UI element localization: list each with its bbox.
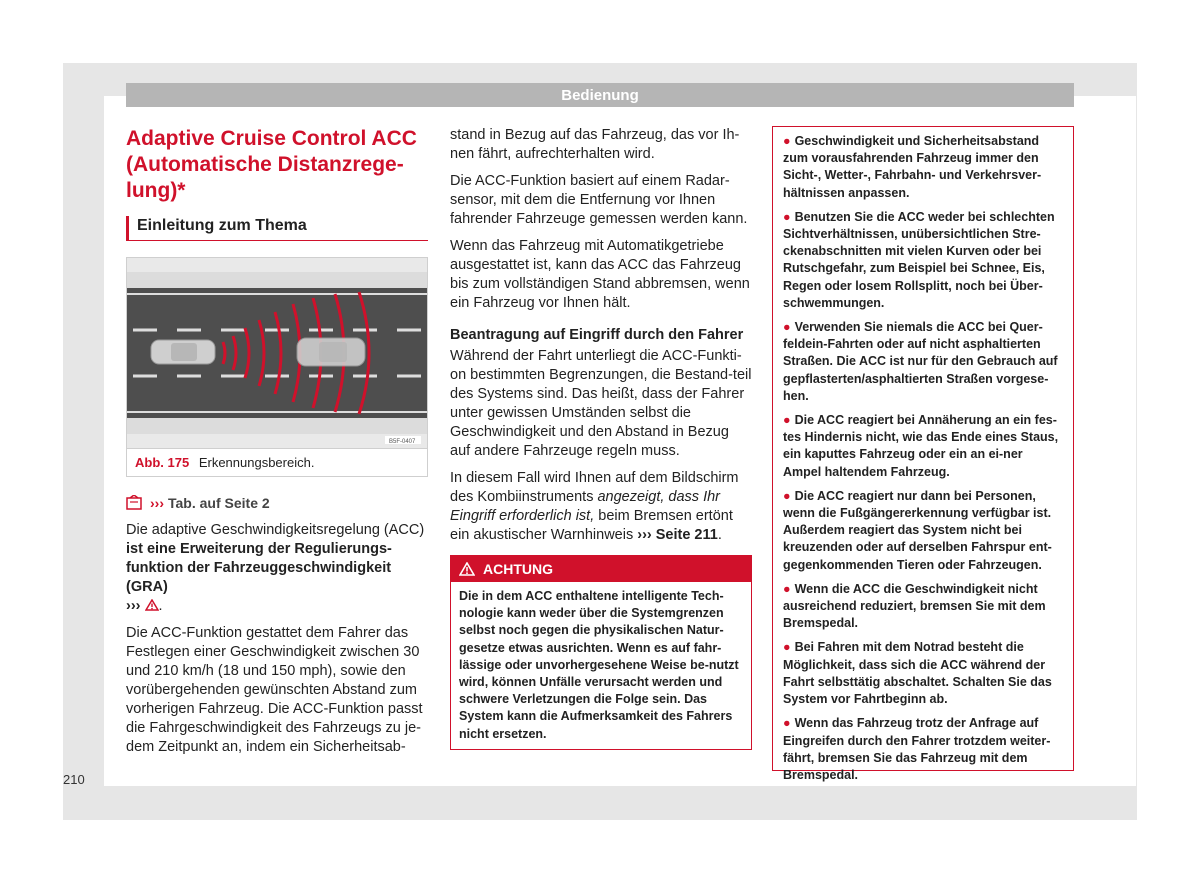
- p5-italic-text: angezeigt, dass Ihr Eingriff erforderlich ist,: [450, 489, 721, 524]
- section-header: Bedienung: [126, 83, 1074, 107]
- warning-title: ACHTUNG: [483, 561, 553, 577]
- arrow-icon: ›››: [126, 598, 141, 614]
- page-211-link[interactable]: ››› Seite 211: [637, 527, 718, 543]
- warning-text: Die in dem ACC enthaltene intelligente Tech-nologie kann weder über die Systemgrenzen selbst noch gegen die physikalischen Natur-gesetze etwas ausrichten. Wenn es auf fahr-lässige oder unvorhergesehene Weise be-nutzt wird, können Unfälle verursacht werden und schwere Verletzungen die Folge sein. Das System kann die Aufmerksamkeit des Fahrers nicht ersetzen.: [459, 589, 739, 741]
- p5-text: In diesem Fall wird Ihnen auf dem Bildschirm des Kombiinstruments: [450, 470, 739, 505]
- warning-item-text: Verwenden Sie niemals die ACC bei Quer-feldein-Fahrten oder auf nicht asphaltierten Straßen. Die ACC ist nur für den Gebrauch auf gepflasterten/asphaltierten Straßen vorgese-hen.: [783, 320, 1058, 403]
- road-illustration: [127, 258, 427, 448]
- paragraph-1: stand in Bezug auf das Fahrzeug, das vor Ih-nen fährt, aufrechterhalten wird.: [450, 127, 740, 162]
- figure-code: B5F-0407: [389, 439, 416, 445]
- p5-text-post: beim Bremsen ertönt ein akustischer Warnhinweis: [450, 508, 733, 543]
- intro-bold-text: ist eine Erweiterung der Regulierungs-funktion der Fahrzeuggeschwindigkeit (GRA): [126, 541, 392, 595]
- warning-item: [783, 412, 1063, 481]
- bullet-icon: ●: [783, 716, 791, 731]
- figure-caption: [127, 448, 427, 476]
- paragraph-3: Wenn das Fahrzeug mit Automatikgetriebe ausgestattet ist, kann das ACC das Fahrzeug bis zum vollständigen Stand abbremsen, wenn ein Fahrzeug vor Ihnen hält.: [450, 238, 750, 311]
- warning-list-box: [772, 126, 1074, 782]
- warning-item: [783, 133, 1063, 202]
- column-middle: [450, 126, 752, 750]
- bullet-icon: ●: [783, 413, 791, 428]
- bullet-icon: ●: [783, 320, 791, 335]
- section-subtitle: Einleitung zum Thema: [126, 216, 428, 241]
- subheading-driver-intervention: Beantragung auf Eingriff durch den Fahrer: [450, 327, 744, 343]
- tab-reference-text: Tab. auf Seite 2: [168, 495, 270, 511]
- warning-item: [783, 581, 1063, 633]
- page-title: [126, 126, 428, 204]
- tab-reference[interactable]: [126, 495, 428, 511]
- paragraph-5: In diesem Fall wird Ihnen auf dem Bildschirm des Kombiinstruments angezeigt, dass Ihr Eingriff erforderlich ist, beim Bremsen ertönt ein akustischer Warnhinweis ››› Seite 211.: [450, 470, 739, 543]
- arrow-icon: ›››: [150, 495, 164, 511]
- intro-paragraph: Die adaptive Geschwindigkeitsregelung (ACC) ist eine Erweiterung der Regulierungs-funktion der Fahrzeuggeschwindigkeit (GRA) ››› .: [126, 522, 425, 614]
- figure-number: Abb. 175: [135, 455, 190, 470]
- warning-item: [783, 319, 1063, 405]
- warning-item-text: Wenn das Fahrzeug trotz der Anfrage auf Eingreifen durch den Fahrer trotzdem weiter-fährt, bremsen Sie das Fahrzeug mit dem Bremspedal.: [783, 716, 1051, 782]
- book-icon: [126, 495, 146, 511]
- warning-item: [783, 209, 1063, 312]
- warning-triangle-icon: [459, 562, 475, 576]
- warning-item-text: Wenn die ACC die Geschwindigkeit nicht ausreichend reduziert, bremsen Sie mit dem Bremspedal.: [783, 581, 1046, 631]
- page-number: 210: [63, 772, 85, 787]
- warning-item: [783, 488, 1063, 574]
- column-left: [126, 126, 428, 757]
- acc-function-paragraph: Die ACC-Funktion gestattet dem Fahrer das Festlegen einer Geschwindigkeit zwischen 30 und 210 km/h (18 und 150 mph), sowie den vorübergehenden gewünschten Abstand zum vorherigen Fahrzeug. Die ACC-Funktion passt die Fahrgeschwindigkeit des Fahrzeugs zu je-dem Zeitpunkt an, indem ein Sicherheitsab-: [126, 625, 423, 755]
- bullet-icon: ●: [783, 640, 791, 655]
- warning-item-text: Die ACC reagiert bei Annäherung an ein fes-tes Hindernis nicht, wie das Ende eines Staus, ein kaputtes Fahrzeug oder ein an ei-ner Ampel haltendem Fahrzeug.: [783, 413, 1059, 479]
- paragraph-4: Während der Fahrt unterliegt die ACC-Funkti-on bestimmten Begrenzungen, die Bestand-teil des Systems sind. Das heißt, dass der Fahrer unter gewissen Umständen selbst die Geschwindigkeit und den Abstand in Bezug auf andere Fahrzeuge regeln muss.: [450, 348, 752, 459]
- title-line-2: (Automatische Distanzrege-: [126, 153, 404, 176]
- figure-caption-text: Erkennungsbereich.: [198, 455, 315, 470]
- warning-item-text: Die ACC reagiert nur dann bei Personen, wenn die Fußgängererkennung verfügbar ist. Außerdem reagiert das System nicht bei kreuzenden oder auf derselben Fahrspur ent-gegenkommenden Tieren oder Fahrzeugen.: [783, 488, 1052, 572]
- column-right: [772, 126, 1074, 782]
- title-line-1: Adaptive Cruise Control ACC: [126, 127, 417, 150]
- bullet-icon: ●: [783, 581, 791, 596]
- paragraph-2: Die ACC-Funktion basiert auf einem Radar-sensor, mit dem die Entfernung vor Ihnen fahrender Fahrzeuge gemessen werden kann.: [450, 173, 748, 227]
- bullet-icon: ●: [783, 488, 791, 503]
- bullet-icon: ●: [783, 209, 791, 224]
- figure-acc-detection: [126, 257, 428, 477]
- warning-item-text: Geschwindigkeit und Sicherheitsabstand zum vorausfahrenden Fahrzeug immer den Sicht-, Wetter-, Fahrbahn- und Verkehrsver-hältnissen anpassen.: [783, 134, 1042, 200]
- warning-header: [451, 556, 751, 582]
- title-line-3: lung)*: [126, 179, 186, 202]
- warning-triangle-icon[interactable]: [145, 599, 159, 611]
- bullet-icon: ●: [783, 134, 791, 148]
- warning-item: [783, 715, 1063, 784]
- intro-text: Die adaptive Geschwindigkeitsregelung (ACC): [126, 522, 425, 538]
- warning-item: [783, 639, 1063, 708]
- warning-box: [450, 555, 752, 750]
- warning-item-text: Bei Fahren mit dem Notrad besteht die Möglichkeit, dass sich die ACC während der Fahrt selbsttätig abschaltet. Schalten Sie das System vor Fahrtbeginn ab.: [783, 640, 1052, 707]
- warning-item-text: Benutzen Sie die ACC weder bei schlechten Sichtverhältnissen, unübersichtlichen Stre-ckenabschnitten mit vielen Kurven oder bei Rutschgefahr, zum Beispiel bei Schnee, Eis, Regen oder losem Rollsplitt, noch bei Über-schwemmungen.: [783, 209, 1055, 310]
